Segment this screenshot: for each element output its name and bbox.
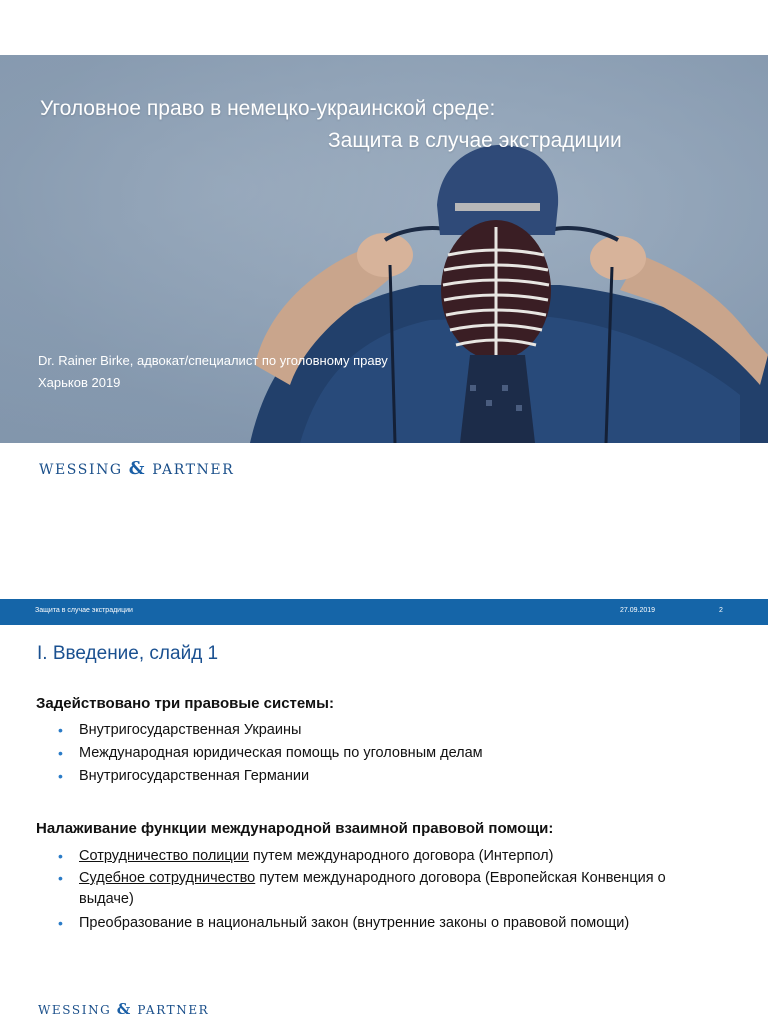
list-item: • Сотрудничество полиции путем международного договора (Интерпол) xyxy=(56,845,716,868)
slide-title-line-1: Уголовное право в немецко-украинской среде: xyxy=(40,97,496,120)
header-bar-title: Защита в случае экстрадиции xyxy=(35,607,133,614)
logo-right-word: PARTNER xyxy=(152,462,235,478)
content-slide xyxy=(0,512,768,1024)
header-bar-date: 27.09.2019 xyxy=(620,607,656,614)
slide-title-line-2: Защита в случае экстрадиции xyxy=(328,129,622,152)
bullet-dot-icon: • xyxy=(58,768,63,784)
underlined-term: Судебное сотрудничество xyxy=(79,870,256,886)
list-item: • Международная юридическая помощь по уголовным делам xyxy=(56,742,716,765)
bullet-dot-icon: • xyxy=(58,745,63,761)
header-bar-page-number: 2 xyxy=(719,607,723,614)
logo-left-word: WESSING xyxy=(39,462,123,478)
legal-systems-list xyxy=(56,719,716,788)
hero-photo xyxy=(0,55,768,443)
list-item: • Внутригосударственная Украины xyxy=(56,719,716,742)
underlined-term: Сотрудничество полиции xyxy=(79,848,249,864)
logo-right-word: PARTNER xyxy=(137,1003,210,1017)
list-item: • Судебное сотрудничество путем международного договора (Европейская Конвенция о выдаче) xyxy=(58,870,666,907)
slide-heading: I. Введение, слайд 1 xyxy=(37,643,219,664)
logo-ampersand: & xyxy=(128,459,147,479)
bullet-dot-icon: • xyxy=(58,848,63,864)
section-heading-legal-systems: Задействовано три правовые системы: xyxy=(36,695,334,712)
logo-left-word: WESSING xyxy=(38,1003,112,1017)
place-year-line: Харьков 2019 xyxy=(38,375,121,390)
slide-header-bar xyxy=(0,599,768,625)
bullet-dot-icon: • xyxy=(58,915,63,931)
list-item: • Внутригосударственная Германии xyxy=(56,765,716,788)
list-item: • Преобразование в национальный закон (внутренние законы о правовой помощи) xyxy=(56,912,716,935)
wessing-partner-logo xyxy=(39,459,234,479)
legal-assistance-list xyxy=(56,845,716,935)
logo-ampersand: & xyxy=(116,1000,132,1018)
bullet-dot-icon: • xyxy=(58,722,63,738)
bullet-dot-icon: • xyxy=(58,870,63,886)
author-line: Dr. Rainer Birke, адвокат/специалист по уголовному праву xyxy=(38,353,388,368)
wessing-partner-logo xyxy=(38,1000,209,1018)
section-heading-legal-assistance: Налаживание функции международной взаимной правовой помощи: xyxy=(36,820,554,837)
